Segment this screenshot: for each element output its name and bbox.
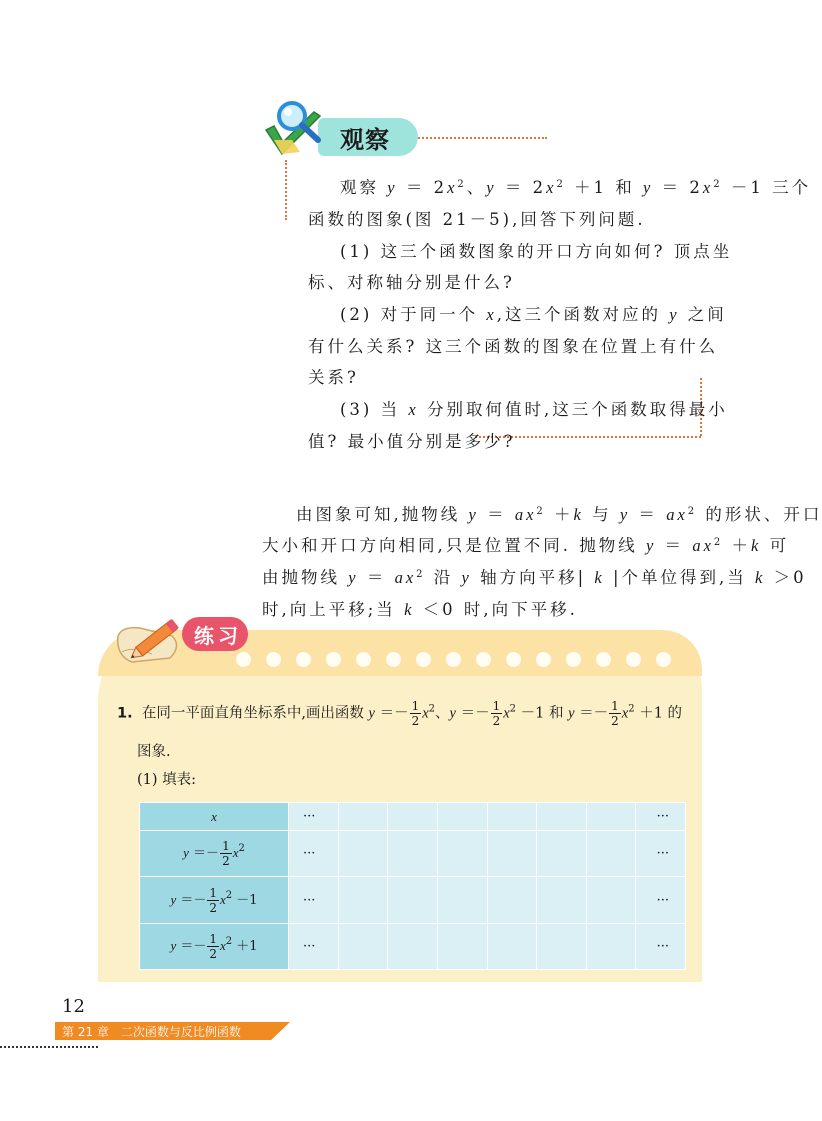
table-cell[interactable] xyxy=(487,923,537,969)
table-cell[interactable] xyxy=(487,831,537,877)
row-label-y3: y ＝－ $\frac{1}{2}$ $x^2 +1$ xyxy=(140,923,289,969)
table-cell[interactable] xyxy=(338,877,388,923)
practice-title: 练习 xyxy=(194,624,242,648)
decor-dot xyxy=(266,652,281,667)
fill-table xyxy=(139,802,686,970)
decor-dot xyxy=(326,652,341,667)
table-cell[interactable] xyxy=(388,831,438,877)
footer-dotted-line xyxy=(0,1046,98,1048)
decor-dot xyxy=(536,652,551,667)
summary-line1: 由图象可知,抛物线 $y = ax^2 +k$ 与 $y = ax^2$ 的形状、开口 xyxy=(296,505,822,524)
page-number: 12 xyxy=(62,996,85,1017)
decor-dot xyxy=(476,652,491,667)
table-cell-ellipsis: ··· xyxy=(636,831,686,877)
decor-dot xyxy=(656,652,671,667)
summary-line4: 时,向上平移;当 k ＜0 时,向下平移. xyxy=(262,600,578,619)
row-label-x: x xyxy=(140,803,289,831)
table-cell[interactable] xyxy=(586,831,636,877)
observe-title: 观察 xyxy=(340,126,390,154)
decor-dot xyxy=(296,652,311,667)
table-cell[interactable] xyxy=(437,923,487,969)
observe-border-top xyxy=(415,137,547,139)
table-row xyxy=(140,831,686,877)
table-cell-ellipsis: ··· xyxy=(289,803,339,831)
observe-q3-line2: 值? 最小值分别是多少? xyxy=(308,432,516,451)
decor-dot xyxy=(566,652,581,667)
observe-q1-line1: (1) 这三个函数图象的开口方向如何? 顶点坐 xyxy=(340,242,733,261)
table-cell[interactable] xyxy=(586,803,636,831)
table-cell[interactable] xyxy=(537,803,587,831)
table-cell[interactable] xyxy=(487,877,537,923)
decor-dot xyxy=(386,652,401,667)
observe-intro-line1: 观察 $y = 2x^2$、$y = 2x^2 +1$ 和 $y = 2x^2 -1$ 三个 xyxy=(340,178,812,197)
table-cell[interactable] xyxy=(586,877,636,923)
observe-intro-line2: 函数的图象(图 21－5),回答下列问题. xyxy=(308,210,646,229)
observe-q2-line2: 有什么关系? 这三个函数的图象在位置上有什么 xyxy=(308,337,719,356)
observe-q2-line3: 关系? xyxy=(308,368,359,387)
magnifier-check-icon xyxy=(262,96,342,162)
table-cell[interactable] xyxy=(338,831,388,877)
practice-q1-line1: 1. 在同一平面直角坐标系中,画出函数 y ＝－ $\frac{1}{2}$ $x^2$、y ＝－ $\frac{1}{2}$ $x^2 -1$ 和 y ＝－ $\frac{1}{2}$ $x^2 +1$ 的 xyxy=(117,699,683,728)
table-cell[interactable] xyxy=(586,923,636,969)
summary-line2: 大小和开口方向相同,只是位置不同. 抛物线 $y = ax^2 +k$ 可 xyxy=(262,536,790,555)
table-cell-ellipsis: ··· xyxy=(636,877,686,923)
summary-line3: 由抛物线 $y = ax^2$ 沿 y 轴方向平移| k |个单位得到,当 k ＞0 xyxy=(262,568,807,587)
table-cell-ellipsis: ··· xyxy=(289,923,339,969)
table-cell[interactable] xyxy=(537,923,587,969)
decor-dot xyxy=(506,652,521,667)
table-cell[interactable] xyxy=(537,877,587,923)
chapter-title: 第 21 章 二次函数与反比例函数 xyxy=(62,1025,241,1039)
decor-dot xyxy=(626,652,641,667)
row-label-y2: y ＝－ $\frac{1}{2}$ $x^2 -1$ xyxy=(140,877,289,923)
practice-q1-line2: 图象. xyxy=(137,744,171,760)
table-cell[interactable] xyxy=(437,803,487,831)
observe-q3-line1: (3) 当 x 分别取何值时,这三个函数取得最小 xyxy=(340,400,728,419)
table-cell[interactable] xyxy=(388,803,438,831)
table-cell[interactable] xyxy=(437,877,487,923)
table-cell-ellipsis: ··· xyxy=(289,831,339,877)
practice-sub1: (1) 填表: xyxy=(137,772,197,788)
table-cell[interactable] xyxy=(487,803,537,831)
table-cell[interactable] xyxy=(388,877,438,923)
decor-dot xyxy=(356,652,371,667)
table-cell[interactable] xyxy=(338,923,388,969)
table-cell-ellipsis: ··· xyxy=(636,923,686,969)
table-cell[interactable] xyxy=(437,831,487,877)
observe-q2-line1: (2) 对于同一个 x,这三个函数对应的 y 之间 xyxy=(340,305,727,324)
decor-dot xyxy=(236,652,251,667)
table-cell-ellipsis: ··· xyxy=(636,803,686,831)
table-cell[interactable] xyxy=(338,803,388,831)
table-row xyxy=(140,923,686,969)
decor-dot xyxy=(416,652,431,667)
table-row xyxy=(140,803,686,831)
table-row xyxy=(140,877,686,923)
observe-q1-line2: 标、对称轴分别是什么? xyxy=(308,273,515,292)
decor-dot xyxy=(596,652,611,667)
table-cell-ellipsis: ··· xyxy=(289,877,339,923)
table-cell[interactable] xyxy=(537,831,587,877)
pencil-paper-icon xyxy=(112,606,192,668)
row-label-y1: y ＝－ $\frac{1}{2}$ $x^2$ xyxy=(140,831,289,877)
decor-dot xyxy=(446,652,461,667)
observe-border-left xyxy=(285,160,287,220)
table-cell[interactable] xyxy=(388,923,438,969)
